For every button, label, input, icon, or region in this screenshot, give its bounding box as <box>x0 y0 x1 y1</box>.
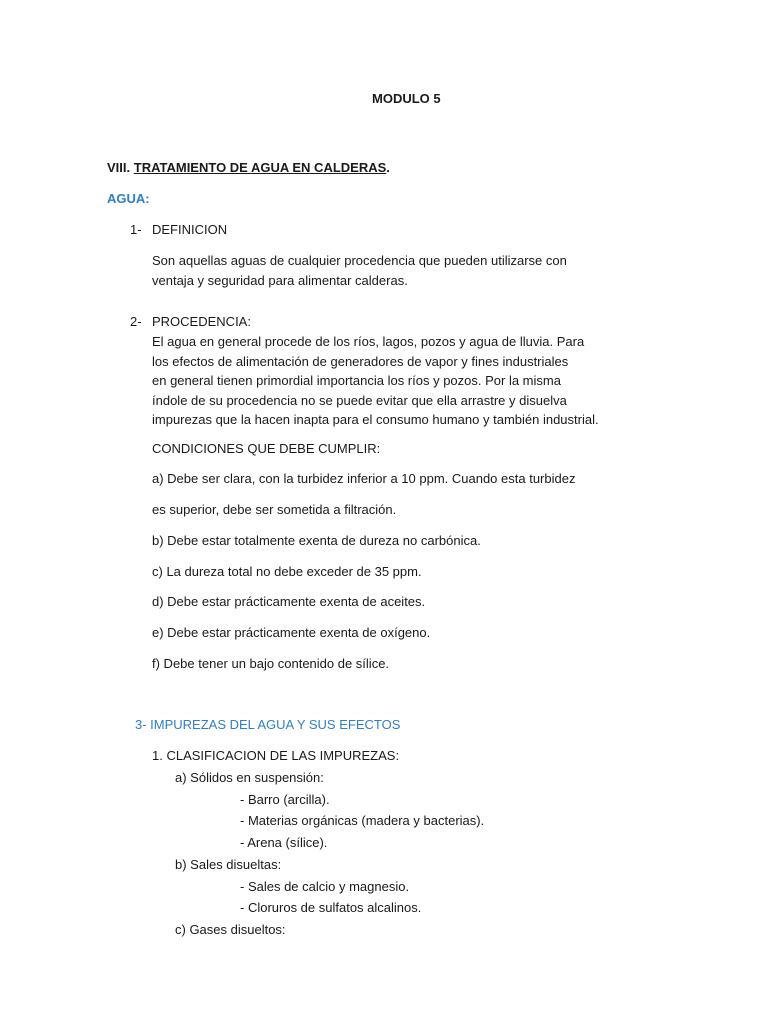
solid-item: - Materias orgánicas (madera y bacterias). <box>240 813 485 828</box>
item1-label: DEFINICION <box>152 222 228 237</box>
item2-number: 2- <box>130 314 142 329</box>
section-title-dot: . <box>386 160 390 175</box>
classification-heading: 1. CLASIFICACION DE LAS IMPUREZAS: <box>152 748 400 763</box>
conditions-heading: CONDICIONES QUE DEBE CUMPLIR: <box>152 441 381 456</box>
condition-item: f) Debe tener un bajo contenido de sílice. <box>152 656 390 671</box>
condition-item: b) Debe estar totalmente exenta de dureza no carbónica. <box>152 533 481 548</box>
gases-label: c) Gases disueltos: <box>175 922 286 937</box>
solid-item: - Barro (arcilla). <box>240 792 330 807</box>
item2-paragraph <box>152 332 599 430</box>
item2-label: PROCEDENCIA: <box>152 314 251 329</box>
section-heading <box>107 160 390 175</box>
item2-line: El agua en general procede de los ríos, lagos, pozos y agua de lluvia. Para <box>152 334 585 349</box>
salt-item: - Cloruros de sulfatos alcalinos. <box>240 900 422 915</box>
item2-line: impurezas que la hacen inapta para el consumo humano y también industrial. <box>152 412 599 427</box>
solids-label: a) Sólidos en suspensión: <box>175 770 324 785</box>
agua-heading: AGUA: <box>107 191 150 206</box>
item2-line: los efectos de alimentación de generadores de vapor y fines industriales <box>152 353 569 369</box>
condition-item: es superior, debe ser sometida a filtración. <box>152 502 397 517</box>
condition-item: a) Debe ser clara, con la turbidez inferior a 10 ppm. Cuando esta turbidez <box>152 471 576 486</box>
condition-item: c) La dureza total no debe exceder de 35 ppm. <box>152 564 422 579</box>
item1-line: ventaja y seguridad para alimentar calderas. <box>152 272 408 288</box>
item1-line: Son aquellas aguas de cualquier procedencia que pueden utilizarse con <box>152 253 567 268</box>
section-title: TRATAMIENTO DE AGUA EN CALDERAS <box>133 160 387 175</box>
module-title: MODULO 5 <box>372 91 441 106</box>
condition-item: e) Debe estar prácticamente exenta de oxígeno. <box>152 625 431 640</box>
section-number: VIII. <box>107 160 131 175</box>
salts-label: b) Sales disueltas: <box>175 857 282 872</box>
condition-item: d) Debe estar prácticamente exenta de aceites. <box>152 594 426 609</box>
item2-line: en general tienen primordial importancia los ríos y pozos. Por la misma <box>152 373 561 388</box>
item1-number: 1- <box>130 222 142 237</box>
item1-paragraph <box>152 251 567 290</box>
salt-item: - Sales de calcio y magnesio. <box>240 879 410 894</box>
impurities-heading: 3- IMPUREZAS DEL AGUA Y SUS EFECTOS <box>135 717 401 732</box>
solid-item: - Arena (sílice). <box>240 835 328 850</box>
item2-line: índole de su procedencia no se puede evitar que ella arrastre y disuelva <box>152 392 567 408</box>
